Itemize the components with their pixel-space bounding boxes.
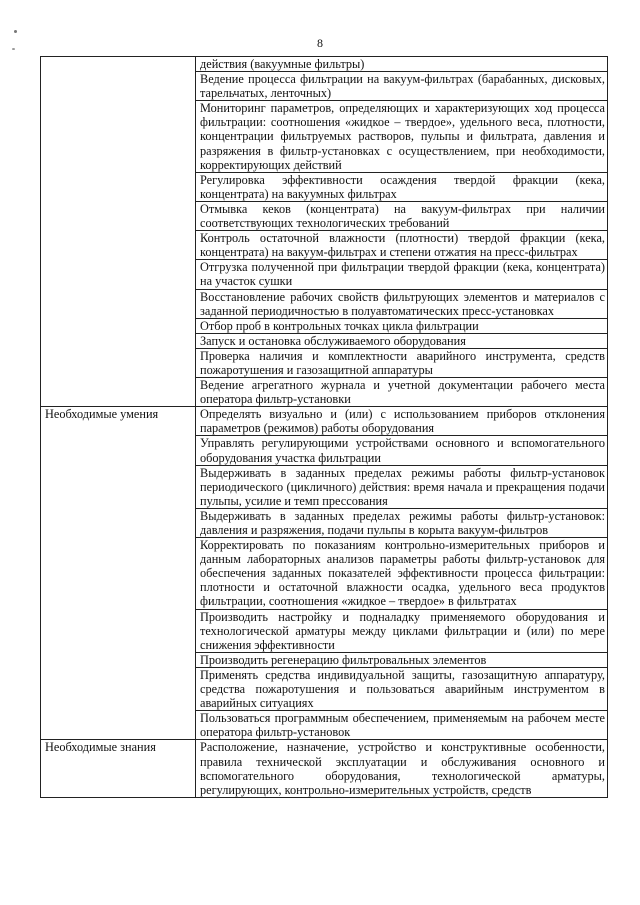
table-row (41, 57, 608, 72)
requirement-item: Выдерживать в заданных пределах режимы работы фильтр-установок периодического (цикличного) действия: время начала и прекращения подачи пульпы, усилие и темп прессования (196, 465, 608, 508)
requirement-item: Отмывка кеков (концентрата) на вакуум-фильтрах при наличии соответствующих технологических требований (196, 201, 608, 230)
requirement-item: действия (вакуумные фильтры) (196, 57, 608, 72)
requirements-table (40, 56, 608, 798)
page-number: 8 (317, 36, 323, 50)
requirement-item: Восстановление рабочих свойств фильтрующих элементов и материалов с заданной периодичностью в полуавтоматических пресс-установках (196, 289, 608, 318)
requirement-item: Производить регенерацию фильтровальных элементов (196, 652, 608, 667)
requirement-item: Отбор проб в контрольных точках цикла фильтрации (196, 318, 608, 333)
requirement-item: Ведение процесса фильтрации на вакуум-фильтрах (барабанных, дисковых, тарельчатых, ленточных) (196, 72, 608, 101)
requirement-item: Проверка наличия и комплектности аварийного инструмента, средств пожаротушения и газозащитной аппаратуры (196, 348, 608, 377)
requirement-item: Определять визуально и (или) с использованием приборов отклонения параметров (режимов) работы оборудования (196, 407, 608, 436)
table-row (41, 740, 608, 797)
requirement-item: Расположение, назначение, устройство и конструктивные особенности, правила технической эксплуатации и обслуживания основного и вспомогательного оборудования, технологической арматуры, регулирующих, контрольно-измерительных устройств, средств (196, 740, 608, 797)
requirement-item: Запуск и остановка обслуживаемого оборудования (196, 333, 608, 348)
table-row (41, 407, 608, 436)
requirements-table-body (41, 57, 608, 798)
requirement-item: Ведение агрегатного журнала и учетной документации рабочего места оператора фильтр-установки (196, 378, 608, 407)
requirement-item: Производить настройку и подналадку применяемого оборудования и технологической арматуры между циклами фильтрации и (или) по мере снижения эффективности (196, 609, 608, 652)
section-label: Необходимые умения (41, 407, 196, 740)
requirement-item: Управлять регулирующими устройствами основного и вспомогательного оборудования участка фильтрации (196, 436, 608, 465)
requirement-item: Контроль остаточной влажности (плотности) твердой фракции (кека, концентрата) на вакуум-фильтрах и степени отжатия на пресс-фильтрах (196, 231, 608, 260)
section-label: Необходимые знания (41, 740, 196, 797)
requirement-item: Выдерживать в заданных пределах режимы работы фильтр-установок: давления и разряжения, подачи пульпы в корыта вакуум-фильтров (196, 508, 608, 537)
requirement-item: Применять средства индивидуальной защиты, газозащитную аппаратуру, средства пожаротушения и пользоваться аварийным инструментом в аварийных ситуациях (196, 667, 608, 710)
requirement-item: Регулировка эффективности осаждения твердой фракции (кека, концентрата) на вакуумных фильтрах (196, 172, 608, 201)
requirement-item: Корректировать по показаниям контрольно-измерительных приборов и данным лабораторных анализов параметры работы фильтр-установок для обеспечения заданных показателей эффективности процесса фильтрации: плотности и остаточной влажности осадка, удельного веса продуктов фильтрации, соотношения «жидкое – твердое» в фильтратах (196, 538, 608, 609)
requirement-item: Отгрузка полученной при фильтрации твердой фракции (кека, концентрата) на участок сушки (196, 260, 608, 289)
requirement-item: Мониторинг параметров, определяющих и характеризующих ход процесса фильтрации: соотношения «жидкое – твердое», удельного веса, плотности, концентрации фильтруемых растворов, пульпы и фильтрата, давления и разряжения в фильтр-установках с осуществлением, при необходимости, корректирующих действий (196, 101, 608, 172)
scan-speck (14, 30, 17, 33)
section-label (41, 57, 196, 407)
requirement-item: Пользоваться программным обеспечением, применяемым на рабочем месте оператора фильтр-установок (196, 711, 608, 740)
